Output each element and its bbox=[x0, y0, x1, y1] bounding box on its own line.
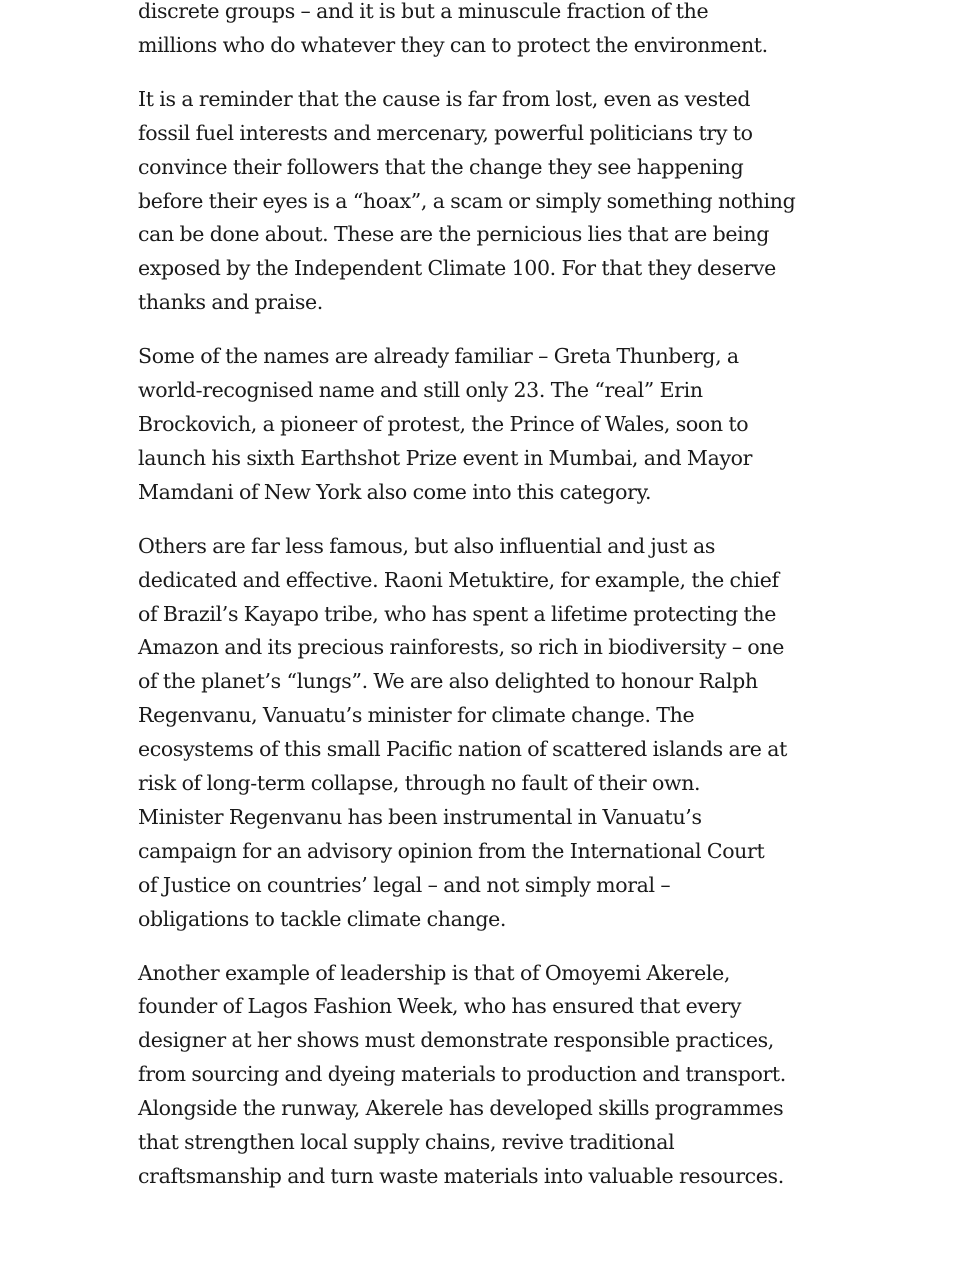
text-line: risk of long-term collapse, through no fault of their own. bbox=[138, 771, 701, 796]
text-line: Regenvanu, Vanuatu’s minister for climate change. The bbox=[138, 703, 695, 728]
text-line: millions who do whatever they can to protect the environment. bbox=[138, 32, 768, 57]
text-line: from sourcing and dyeing materials to production and transport. bbox=[138, 1062, 786, 1087]
text-line: Some of the names are already familiar – Greta Thunberg, a bbox=[138, 344, 739, 369]
text-line: Brockovich, a pioneer of protest, the Prince of Wales, soon to bbox=[138, 411, 749, 436]
text-line: craftsmanship and turn waste materials into valuable resources. bbox=[138, 1164, 784, 1188]
text-line: Amazon and its precious rainforests, so rich in biodiversity – one bbox=[138, 635, 785, 660]
text-line: of Justice on countries’ legal – and not simply moral – bbox=[138, 872, 671, 897]
text-line: obligations to tackle climate change. bbox=[138, 906, 507, 931]
paragraph bbox=[138, 957, 828, 1194]
text-line: campaign for an advisory opinion from the International Court bbox=[138, 838, 765, 863]
text-line: of the planet’s “lungs”. We are also delighted to honour Ralph bbox=[138, 669, 758, 694]
paragraph bbox=[138, 0, 828, 63]
paragraph bbox=[138, 340, 828, 510]
text-line: Another example of leadership is that of Omoyemi Akerele, bbox=[138, 960, 731, 985]
text-line: thanks and praise. bbox=[138, 290, 323, 315]
text-line: ecosystems of this small Pacific nation of scattered islands are at bbox=[138, 737, 788, 762]
paragraph bbox=[138, 530, 828, 937]
text-line: exposed by the Independent Climate 100. For that they deserve bbox=[138, 256, 776, 281]
text-line: fossil fuel interests and mercenary, powerful politicians try to bbox=[138, 120, 753, 145]
text-line: Mamdani of New York also come into this category. bbox=[138, 479, 652, 504]
text-line: founder of Lagos Fashion Week, who has ensured that every bbox=[138, 994, 742, 1019]
text-line: launch his sixth Earthshot Prize event in Mumbai, and Mayor bbox=[138, 445, 753, 470]
paragraph bbox=[138, 83, 828, 320]
article-body bbox=[138, 0, 828, 1214]
text-line: discrete groups – and it is but a minuscule fraction of the bbox=[138, 0, 709, 23]
text-line: of Brazil’s Kayapo tribe, who has spent a lifetime protecting the bbox=[138, 601, 777, 626]
text-line: that strengthen local supply chains, revive traditional bbox=[138, 1130, 675, 1155]
text-line: dedicated and effective. Raoni Metuktire, for example, the chief bbox=[138, 567, 779, 592]
text-line: convince their followers that the change they see happening bbox=[138, 154, 744, 179]
text-line: can be done about. These are the pernicious lies that are being bbox=[138, 222, 769, 247]
text-line: Others are far less famous, but also influential and just as bbox=[138, 533, 716, 558]
text-line: It is a reminder that the cause is far from lost, even as vested bbox=[138, 86, 751, 111]
text-line: before their eyes is a “hoax”, a scam or simply something nothing bbox=[138, 188, 796, 213]
text-line: Minister Regenvanu has been instrumental in Vanuatu’s bbox=[138, 804, 702, 829]
text-line: Alongside the runway, Akerele has developed skills programmes bbox=[138, 1096, 784, 1121]
text-line: designer at her shows must demonstrate responsible practices, bbox=[138, 1028, 774, 1053]
text-line: world-recognised name and still only 23. The “real” Erin bbox=[138, 378, 703, 403]
